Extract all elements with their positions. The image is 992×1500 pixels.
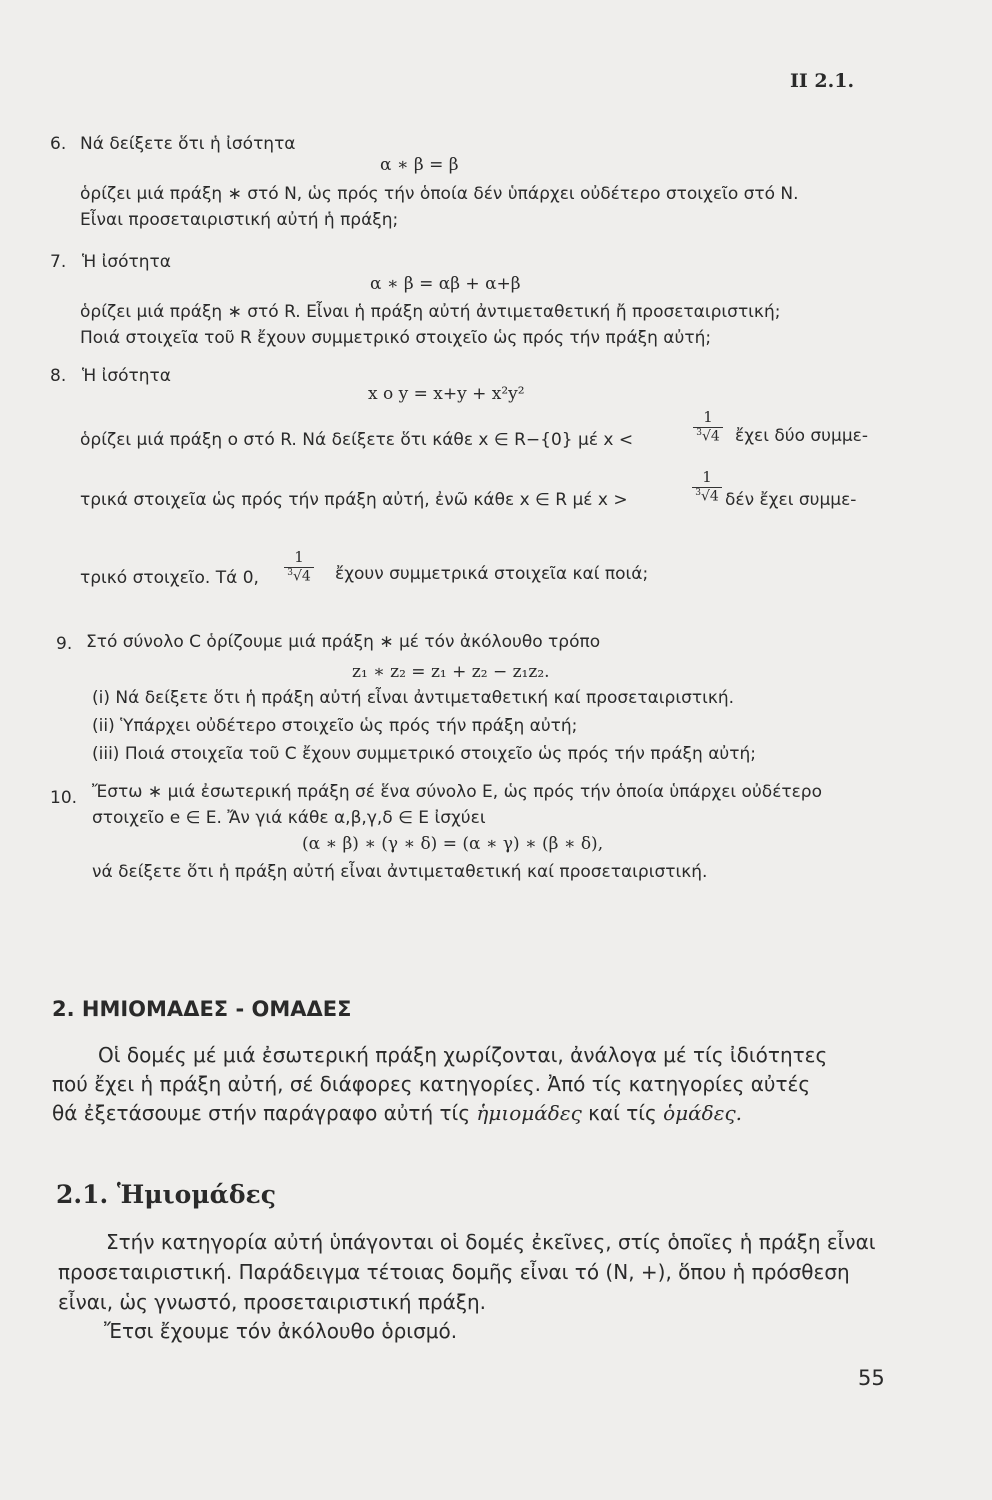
radical: √4	[700, 488, 719, 505]
section-2-1-para-line-4: Ἔτσι ἔχουμε τόν ἀκόλουθο ὁρισμό.	[104, 1319, 458, 1343]
section-2-1-para-line-1: Στήν κατηγορία αὐτή ὑπάγονται οἱ δομές ἐκεῖνες, στίς ὁποῖες ἡ πράξη εἶναι	[106, 1230, 876, 1254]
section-2-para-line-1: Οἱ δομές μέ μιά ἐσωτερική πράξη χωρίζονται, ἀνάλογα μέ τίς ἰδιότητες	[98, 1043, 828, 1067]
exercise-7-equation: α ∗ β = αβ + α+β	[370, 274, 521, 294]
term-semigroups: ἡμιομάδες	[476, 1101, 582, 1125]
exercise-9-part-ii: (ii) Ὑπάρχει οὐδέτερο στοιχεῖο ὡς πρός τήν πράξη αὐτή;	[92, 716, 578, 736]
root-index: 3	[695, 488, 701, 498]
exercise-7-line-1: Ἡ ἰσότητα	[82, 252, 171, 272]
exercise-7-line-2: ὁρίζει μιά πράξη ∗ στό R. Εἶναι ἡ πράξη αὐτή ἀντιμεταθετική ἤ προσεταιριστική;	[80, 302, 781, 322]
exercise-7-line-3: Ποιά στοιχεῖα τοῦ R ἔχουν συμμετρικό στοιχεῖο ὡς πρός τήν πράξη αὐτή;	[80, 328, 712, 348]
exercise-6-line-1: Νά δείξετε ὅτι ἡ ἰσότητα	[80, 134, 296, 154]
fraction-denominator	[692, 489, 722, 504]
exercise-8-line-2a: ὁρίζει μιά πράξη o στό R. Νά δείξετε ὅτι κάθε x ∈ R−{0} μέ x <	[80, 430, 634, 450]
exercise-8-line-4b: ἔχουν συμμετρικά στοιχεῖα καί ποιά;	[335, 564, 649, 584]
root-index: 3	[696, 428, 702, 438]
exercise-6-equation: α ∗ β = β	[380, 155, 459, 175]
exercise-9-line-1: Στό σύνολο C ὁρίζουμε μιά πράξη ∗ μέ τόν ἀκόλουθο τρόπο	[86, 632, 601, 652]
exercise-8-line-3a: τρικά στοιχεῖα ὡς πρός τήν πράξη αὐτή, ἐνῶ κάθε x ∈ R μέ x >	[80, 490, 628, 510]
exercise-6-number: 6.	[50, 134, 67, 154]
fraction-numerator: 1	[703, 408, 713, 426]
exercise-10-equation: (α ∗ β) ∗ (γ ∗ δ) = (α ∗ γ) ∗ (β ∗ δ),	[302, 834, 604, 854]
fraction-1-over-cuberoot-4	[692, 470, 722, 504]
exercise-8-line-1: Ἡ ἰσότητα	[82, 366, 171, 386]
page-number: 55	[858, 1366, 885, 1390]
exercise-8-equation: x o y = x+y + x²y²	[368, 384, 525, 404]
section-2-1-title: 2.1. Ἡμιομάδες	[56, 1180, 276, 1209]
fraction-1-over-cuberoot-4	[693, 410, 723, 444]
fraction-denominator	[284, 569, 314, 584]
section-reference: II 2.1.	[790, 70, 855, 92]
section-2-1-para-line-2: προσεταιριστική. Παράδειγμα τέτοιας δομῆς εἶναι τό (N, +), ὅπου ἡ πρόσθεση	[58, 1260, 850, 1284]
section-2-heading: 2. ΗΜΙΟΜΑΔΕΣ - ΟΜΑΔΕΣ	[52, 997, 352, 1021]
exercise-6-line-2: ὁρίζει μιά πράξη ∗ στό N, ὡς πρός τήν ὁποία δέν ὑπάρχει οὐδέτερο στοιχεῖο στό N.	[80, 184, 799, 204]
exercise-8-number: 8.	[50, 366, 67, 386]
exercise-8-line-4a: τρικό στοιχεῖο. Τά 0,	[80, 568, 259, 588]
exercise-6-line-3: Εἶναι προσεταιριστική αὐτή ἡ πράξη;	[80, 210, 399, 230]
radical: √4	[292, 568, 311, 585]
exercise-10-line-2: στοιχεῖο e ∈ E. Ἄν γιά κάθε α,β,γ,δ ∈ E ἰσχύει	[92, 808, 486, 828]
exercise-8-line-3b: δέν ἔχει συμμε-	[725, 490, 857, 510]
section-2-para-line-2: πού ἔχει ἡ πράξη αὐτή, σέ διάφορες κατηγορίες. Ἀπό τίς κατηγορίες αὐτές	[52, 1072, 811, 1096]
exercise-10-line-1: Ἔστω ∗ μιά ἐσωτερική πράξη σέ ἕνα σύνολο E, ὡς πρός τήν ὁποία ὑπάρχει οὐδέτερο	[92, 782, 822, 802]
exercise-10-line-3: νά δείξετε ὅτι ἡ πράξη αὐτή εἶναι ἀντιμεταθετική καί προσεταιριστική.	[92, 862, 708, 882]
exercise-9-equation: z₁ ∗ z₂ = z₁ + z₂ − z₁z₂.	[352, 662, 550, 682]
section-2-1-para-line-3: εἶναι, ὡς γνωστό, προσεταιριστική πράξη.	[58, 1290, 487, 1314]
section-2-para-line-3	[52, 1101, 742, 1125]
fraction-numerator: 1	[294, 548, 304, 566]
fraction-denominator	[693, 429, 723, 444]
exercise-8-line-2b: ἔχει δύο συμμε-	[735, 426, 868, 446]
exercise-9-part-i: (i) Νά δείξετε ὅτι ἡ πράξη αὐτή εἶναι ἀντιμεταθετική καί προσεταιριστική.	[92, 688, 735, 708]
exercise-9-part-iii: (iii) Ποιά στοιχεῖα τοῦ C ἔχουν συμμετρικό στοιχεῖο ὡς πρός τήν πράξη αὐτή;	[92, 744, 756, 764]
exercise-7-number: 7.	[50, 252, 67, 272]
term-groups: ὁμάδες.	[663, 1101, 743, 1125]
section-2-para-line-3-and: καί τίς	[588, 1101, 657, 1125]
section-2-1-heading	[56, 1180, 276, 1209]
fraction-1-over-cuberoot-4	[284, 550, 314, 584]
exercise-10-number: 10.	[50, 788, 78, 808]
root-index: 3	[287, 568, 293, 578]
section-2-para-line-3-text: θά ἐξετάσουμε στήν παράγραφο αὐτή τίς	[52, 1101, 471, 1125]
radical: √4	[701, 428, 720, 445]
exercise-9-number: 9.	[56, 634, 73, 654]
fraction-numerator: 1	[702, 468, 712, 486]
